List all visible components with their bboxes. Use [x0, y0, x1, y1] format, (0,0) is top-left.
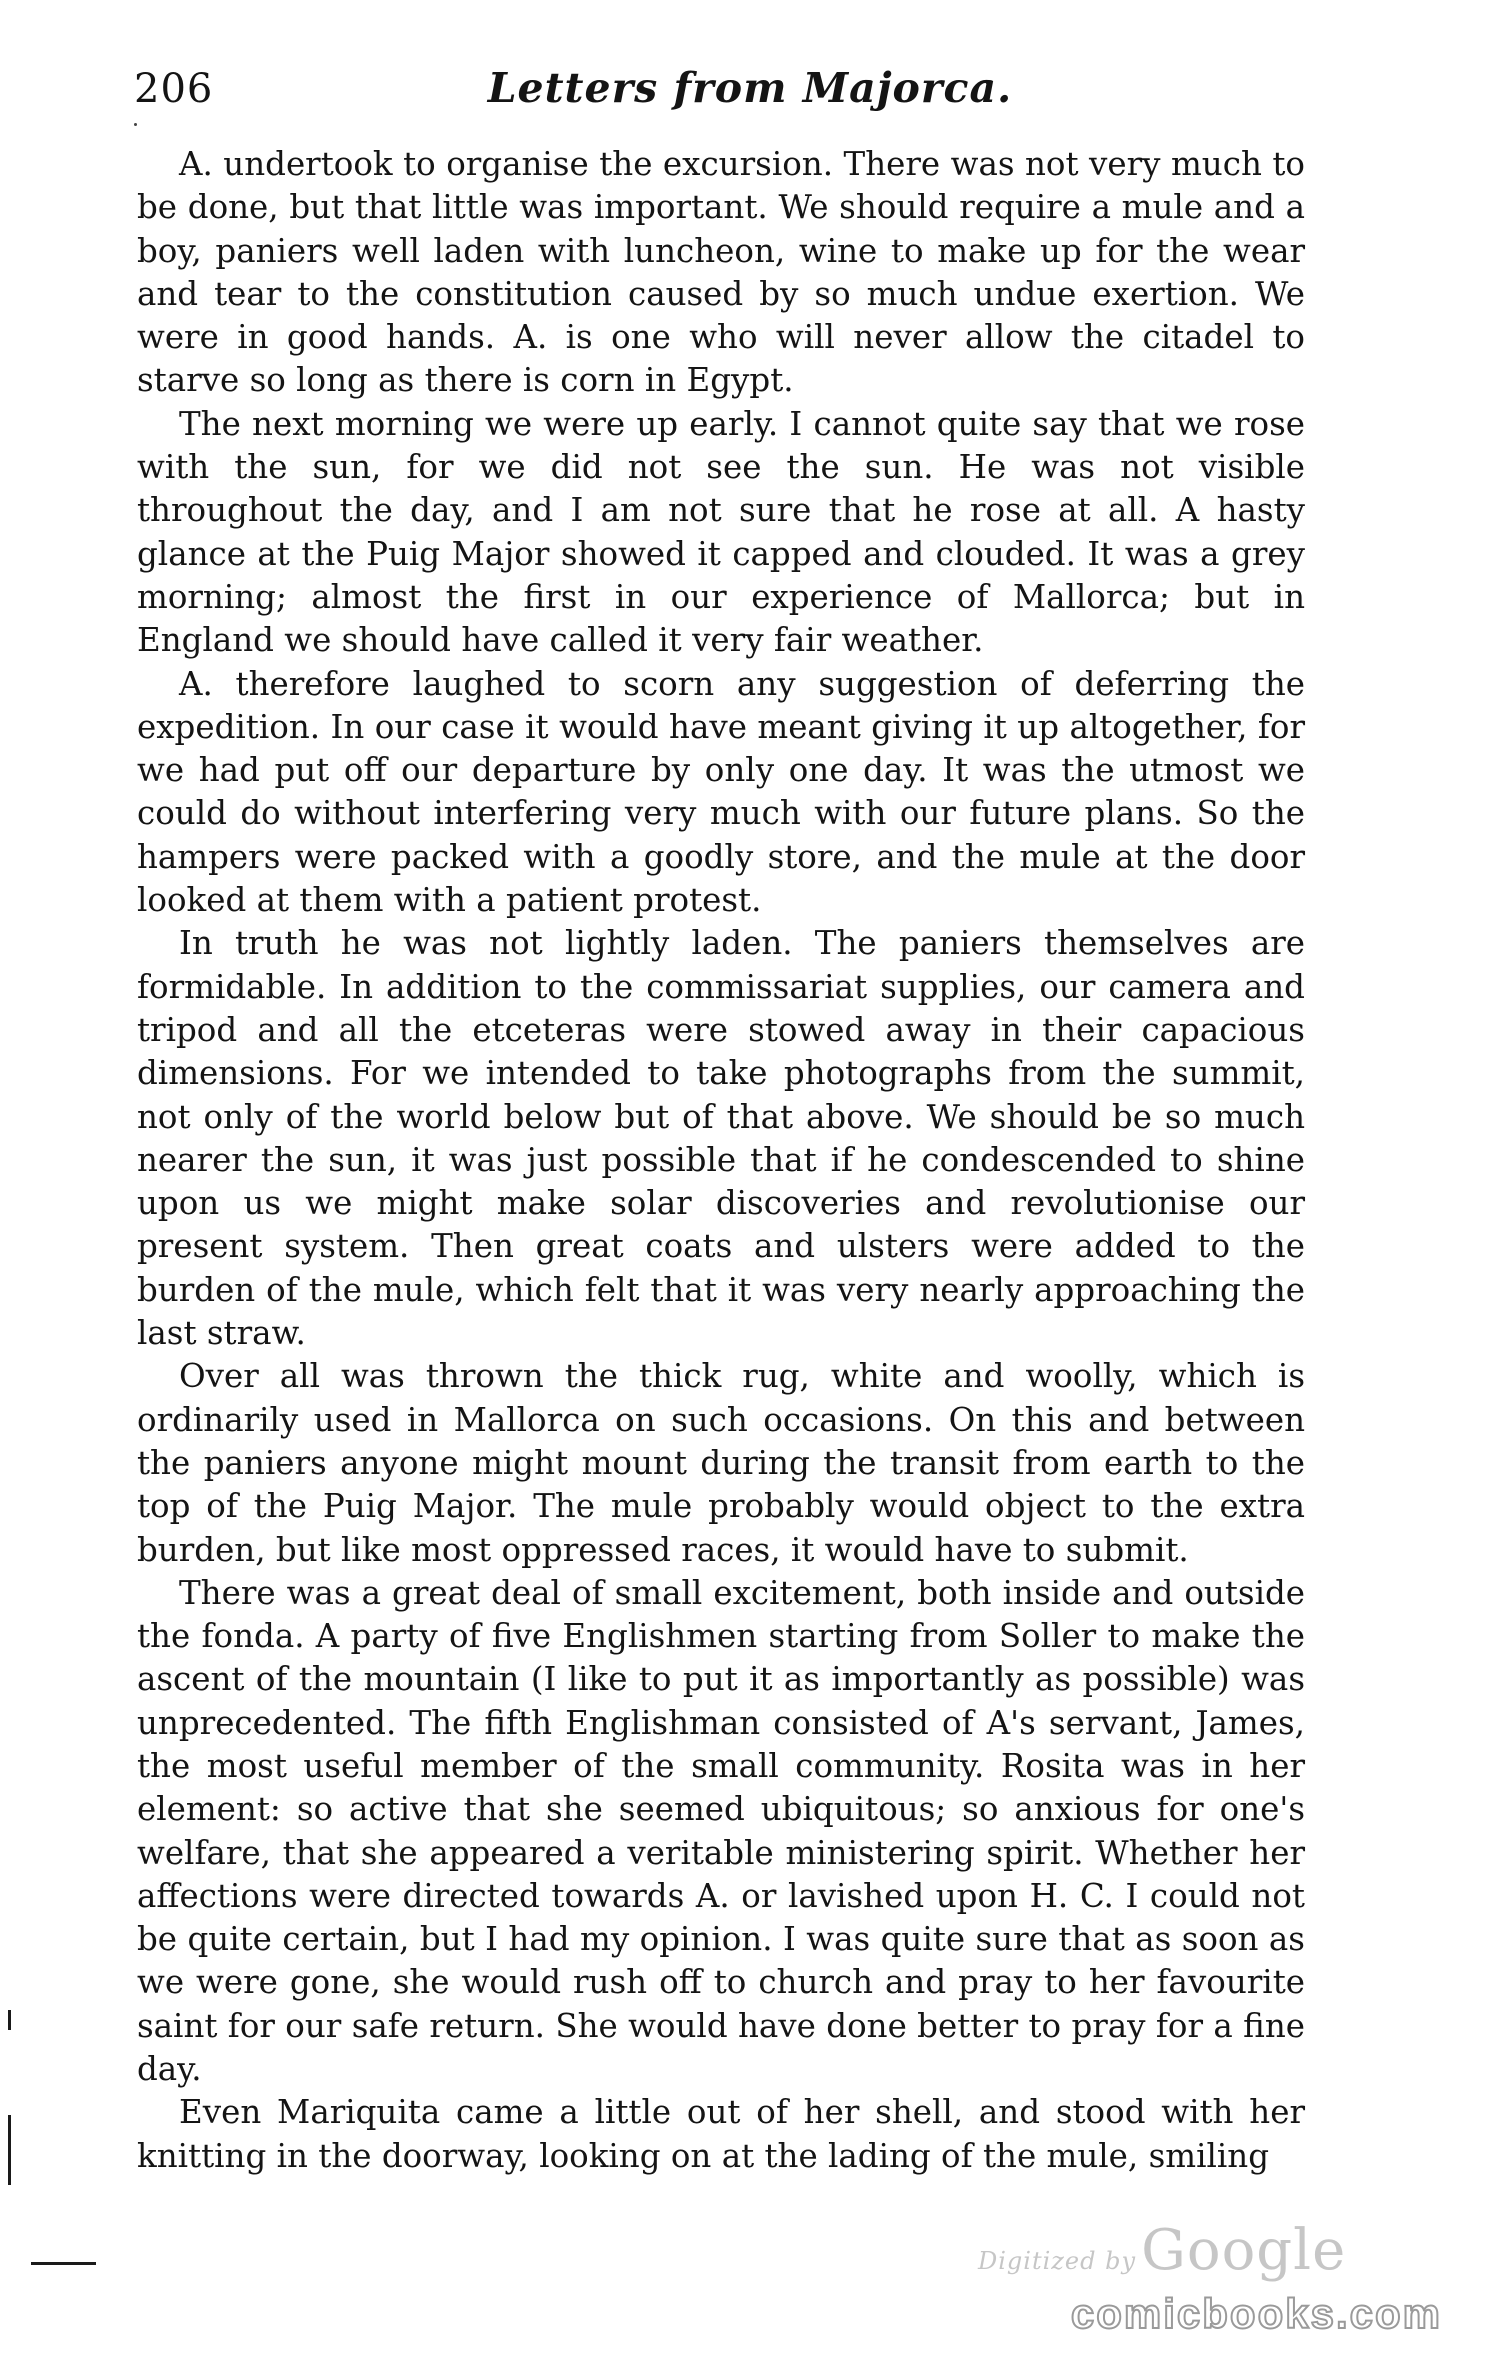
margin-mark-1: [8, 2010, 11, 2030]
site-watermark: comicbooks.com: [1070, 2290, 1442, 2337]
body-text: [137, 143, 1305, 2178]
running-title: Letters from Majorca.: [487, 64, 1013, 112]
paragraph-laden-mule: In truth he was not lightly laden. The paniers themselves are formidable. In addition to the commissariat supplies, our camera and tripod and all the etceteras were stowed away in their capacious dimensions. For we intended to take photographs from the summit, not only of the world below but of that above. We should be so much nearer the sun, it was just possible that if he condescended to shine upon us we might make solar discoveries and revolutionise our present system. Then great coats and ulsters were added to the burden of the mule, which felt that it was very nearly approaching the last straw.: [137, 924, 1305, 1353]
digitized-by-text: Digitized by: [978, 2247, 1137, 2275]
google-logo: Google: [1141, 2218, 1347, 2283]
paragraph-mariquita: Even Mariquita came a little out of her shell, and stood with her knitting in the doorway, looking on at the lading of the mule, smiling: [137, 2093, 1305, 2175]
paragraph-excitement: There was a great deal of small excitement, both inside and outside the fonda. A party of five Englishmen starting from Soller to make the ascent of the mountain (I like to put it as importantly as possible) was unprecedented. The fifth Englishman consisted of A's servant, James, the most useful member of the small community. Rosita was in her element: so active that she seemed ubiquitous; so anxious for one's welfare, that she appeared a veritable ministering spirit. Whether her affections were directed towards A. or lavished upon H. C. I could not be quite certain, but I had my opinion. I was quite sure that as soon as we were gone, she would rush off to church and pray to her favourite saint for our safe return. She would have done better to pray for a fine day.: [137, 1573, 1305, 2089]
paragraph-next-morning: The next morning we were up early. I cannot quite say that we rose with the sun, for we did not see the sun. He was not visible throughout the day, and I am not sure that he rose at all. A hasty glance at the Puig Major showed it capped and clouded. It was a grey morning; almost the first in our experience of Mallorca; but in England we should have called it very fair weather.: [137, 404, 1305, 660]
paragraph-excursion: A. undertook to organise the excursion. There was not very much to be done, but that little was important. We should require a mule and a boy, paniers well laden with luncheon, wine to make up for the wear and tear to the constitution caused by so much undue exertion. We were in good hands. A. is one who will never allow the citadel to starve so long as there is corn in Egypt.: [137, 145, 1305, 400]
google-watermark: [978, 2218, 1346, 2283]
paragraph-expedition: A. therefore laughed to scorn any suggestion of deferring the expedition. In our case it would have meant giving it up altogether, for we had put off our departure by only one day. It was the utmost we could do without interfering very much with our future plans. So the hampers were packed with a goodly store, and the mule at the door looked at them with a patient protest.: [137, 664, 1305, 920]
margin-mark-2: [8, 2115, 11, 2185]
print-speck: [134, 123, 137, 126]
paragraph-rug: Over all was thrown the thick rug, white and woolly, which is ordinarily used in Mallorca on such occasions. On this and between the paniers anyone might mount during the transit from earth to the top of the Puig Major. The mule probably would object to the extra burden, but like most oppressed races, it would have to submit.: [137, 1357, 1305, 1569]
margin-rule: [31, 2262, 96, 2265]
page-number: 206: [134, 66, 214, 112]
